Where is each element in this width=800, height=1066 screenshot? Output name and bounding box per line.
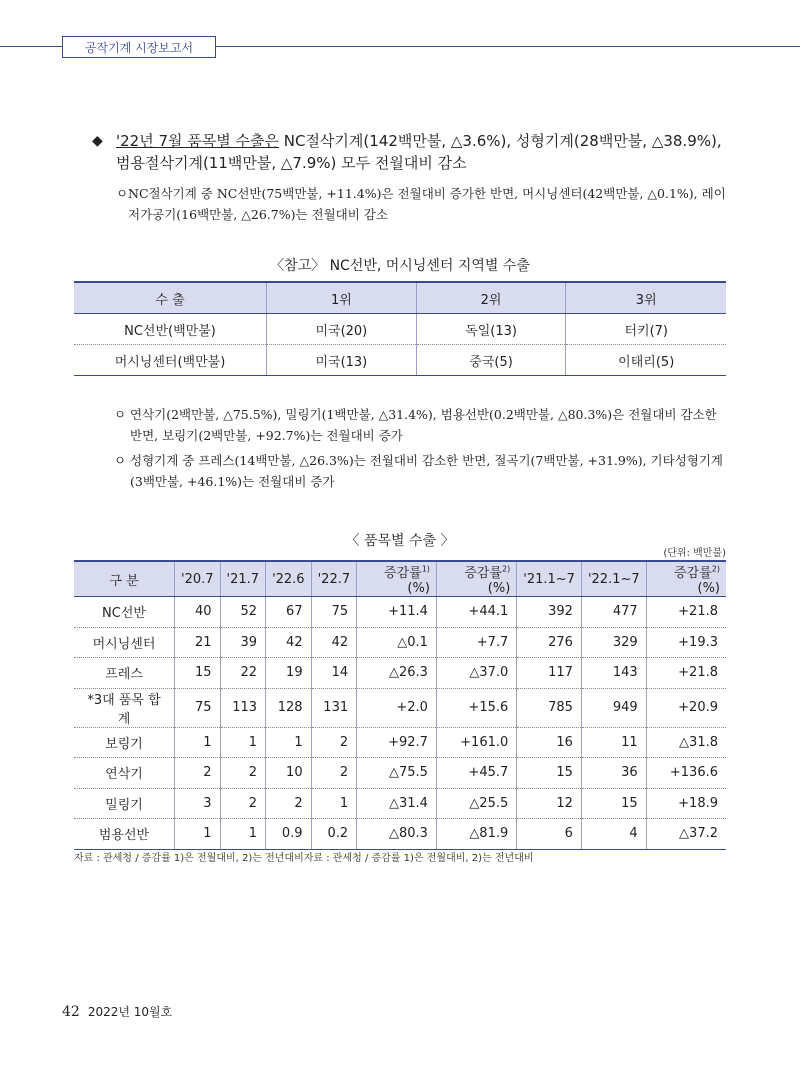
table-cell: 36 — [581, 758, 646, 789]
table-row — [74, 345, 726, 376]
table-cell: △25.5 — [436, 788, 516, 819]
table-cell: 2 — [266, 788, 312, 819]
table-cell: △37.0 — [436, 658, 516, 689]
sub-paragraph-3 — [114, 450, 728, 492]
table-cell: 785 — [517, 688, 582, 727]
table-cell: 1 — [266, 727, 312, 758]
table-cell: +2.0 — [357, 688, 437, 727]
header-sup: 2) — [502, 564, 511, 574]
table-header-cell: 구 분 — [74, 561, 175, 597]
table-row — [74, 658, 726, 689]
running-header: 공작기계 시장보고서 — [62, 36, 216, 58]
table-cell: 1 — [311, 788, 357, 819]
header-text: 증감률 — [674, 566, 712, 581]
table-cell: 10 — [266, 758, 312, 789]
table-cell: 1 — [220, 727, 266, 758]
table-header-cell — [357, 561, 437, 597]
table-cell: +21.8 — [646, 658, 726, 689]
table-cell: 이태리(5) — [566, 345, 726, 376]
table-cell: 949 — [581, 688, 646, 727]
row-label-cell: *3대 품목 합계 — [74, 688, 175, 727]
row-label-cell: 보링기 — [74, 727, 175, 758]
page-footer — [62, 1003, 172, 1020]
issue-label: 2022년 10월호 — [87, 1005, 173, 1019]
table-cell: +161.0 — [436, 727, 516, 758]
table-cell: 중국(5) — [416, 345, 566, 376]
row-label-cell: NC선반 — [74, 597, 175, 628]
table-cell: △80.3 — [357, 819, 437, 850]
table-cell: △0.1 — [357, 627, 437, 658]
table-cell: 15 — [581, 788, 646, 819]
sub-paragraph-1 — [118, 183, 728, 225]
circle-bullet-icon: ㅇ — [116, 186, 129, 201]
table2-caption: 〈 품목별 수출 〉 — [345, 533, 455, 549]
table-row — [74, 314, 726, 345]
table-cell: 52 — [220, 597, 266, 628]
table-cell: 4 — [581, 819, 646, 850]
table-cell: 15 — [517, 758, 582, 789]
table-header-cell: '22.6 — [266, 561, 312, 597]
table-cell: 2 — [311, 727, 357, 758]
header-unit: (%) — [487, 581, 511, 596]
table-cell: 3 — [175, 788, 221, 819]
table-header-cell: 1위 — [267, 282, 417, 314]
table-cell: +18.9 — [646, 788, 726, 819]
circle-bullet-icon: ㅇ — [114, 407, 127, 422]
circle-bullet-icon: ㅇ — [114, 453, 127, 468]
table-header-cell — [646, 561, 726, 597]
table-cell: △81.9 — [436, 819, 516, 850]
table-header-cell: '20.7 — [175, 561, 221, 597]
table-row — [74, 597, 726, 628]
table-header-row — [74, 282, 726, 314]
header-sup: 2) — [711, 564, 720, 574]
row-label-cell: 프레스 — [74, 658, 175, 689]
sub-text-1: NC절삭기계 중 NC선반(75백만불, +11.4%)은 전월대비 증가한 반면, 머시닝센터(42백만불, △0.1%), 레이저가공기(16백만불, △26.7%)는 전월대비 감소 — [128, 186, 726, 222]
table-header-cell: 수 출 — [74, 282, 267, 314]
source-note: 자료 : 관세청 / 증감률 1)은 전월대비, 2)는 전년대비자료 : 관세청 / 증감률 1)은 전월대비, 2)는 전년대비 — [74, 853, 534, 864]
table-cell: 128 — [266, 688, 312, 727]
table-cell: △26.3 — [357, 658, 437, 689]
table-cell: +45.7 — [436, 758, 516, 789]
table-cell: 67 — [266, 597, 312, 628]
diamond-bullet-icon: ◆ — [92, 133, 103, 149]
table-cell: +20.9 — [646, 688, 726, 727]
table-cell: +44.1 — [436, 597, 516, 628]
regional-export-table — [74, 281, 726, 376]
table-cell: 113 — [220, 688, 266, 727]
table-cell: +11.4 — [357, 597, 437, 628]
table-cell: 2 — [220, 758, 266, 789]
product-export-table — [74, 560, 726, 850]
page-number: 42 — [62, 1004, 80, 1020]
table-cell: 14 — [311, 658, 357, 689]
table-cell: △75.5 — [357, 758, 437, 789]
table-row — [74, 627, 726, 658]
table-cell: 미국(20) — [267, 314, 417, 345]
sub-text-2: 연삭기(2백만불, △75.5%), 밀링기(1백만불, △31.4%), 범용선반(0.2백만불, △80.3%)은 전월대비 감소한 반면, 보링기(2백만불, +92.7%)는 전월대비 증가 — [130, 407, 717, 443]
table-cell: 2 — [175, 758, 221, 789]
table-header-cell: '22.7 — [311, 561, 357, 597]
table-header-cell: '21.1~7 — [517, 561, 582, 597]
sub-paragraph-2 — [114, 404, 728, 446]
lead-paragraph — [92, 130, 732, 174]
row-label-cell: 밀링기 — [74, 788, 175, 819]
table-cell: 11 — [581, 727, 646, 758]
table-cell: +19.3 — [646, 627, 726, 658]
table-cell: 143 — [581, 658, 646, 689]
table-cell: 터키(7) — [566, 314, 726, 345]
header-unit: (%) — [697, 581, 720, 596]
table-row — [74, 688, 726, 727]
table-cell: 75 — [175, 688, 221, 727]
table-row — [74, 727, 726, 758]
table-cell: 12 — [517, 788, 582, 819]
table-cell: 2 — [311, 758, 357, 789]
table-cell: 22 — [220, 658, 266, 689]
table1-caption: 〈참고〉 NC선반, 머시닝센터 지역별 수출 — [270, 258, 530, 274]
table-header-cell: 2위 — [416, 282, 566, 314]
table-cell: 16 — [517, 727, 582, 758]
table-cell: 0.2 — [311, 819, 357, 850]
row-label-cell: 머시닝센터 — [74, 627, 175, 658]
table-cell: △31.8 — [646, 727, 726, 758]
lead-underlined: '22년 7월 품목별 수출은 — [116, 132, 279, 150]
table-cell: +7.7 — [436, 627, 516, 658]
header-text: 증감률 — [464, 566, 503, 581]
table-row — [74, 758, 726, 789]
table-cell: 75 — [311, 597, 357, 628]
table-header-cell: 3위 — [566, 282, 726, 314]
header-text: 증감률 — [384, 566, 422, 581]
table-cell: 1 — [220, 819, 266, 850]
table-cell: +21.8 — [646, 597, 726, 628]
table-cell: +136.6 — [646, 758, 726, 789]
table-cell: 392 — [517, 597, 582, 628]
row-label-cell: NC선반(백만불) — [74, 314, 267, 345]
table-cell: +15.6 — [436, 688, 516, 727]
table-row — [74, 788, 726, 819]
header-sup: 1) — [421, 564, 430, 574]
table-header-cell: '22.1~7 — [581, 561, 646, 597]
row-label-cell: 머시닝센터(백만불) — [74, 345, 267, 376]
table-row — [74, 819, 726, 850]
table-cell: 독일(13) — [416, 314, 566, 345]
table-cell: 117 — [517, 658, 582, 689]
table-cell: △37.2 — [646, 819, 726, 850]
table-cell: 19 — [266, 658, 312, 689]
header-unit: (%) — [407, 581, 430, 596]
table-cell: △31.4 — [357, 788, 437, 819]
table-header-row — [74, 561, 726, 597]
table-cell: 40 — [175, 597, 221, 628]
table-cell: 131 — [311, 688, 357, 727]
table-cell: 42 — [266, 627, 312, 658]
table-cell: 276 — [517, 627, 582, 658]
table-cell: 2 — [220, 788, 266, 819]
table-cell: +92.7 — [357, 727, 437, 758]
table-cell: 329 — [581, 627, 646, 658]
table-header-cell: '21.7 — [220, 561, 266, 597]
row-label-cell: 범용선반 — [74, 819, 175, 850]
sub-text-3: 성형기계 중 프레스(14백만불, △26.3%)는 전월대비 감소한 반면, 절곡기(7백만불, +31.9%), 기타성형기계(3백만불, +46.1%)는 전월대비 증가 — [130, 453, 724, 489]
row-label-cell: 연삭기 — [74, 758, 175, 789]
table-header-cell — [436, 561, 516, 597]
table-cell: 477 — [581, 597, 646, 628]
unit-note: (단위: 백만불) — [663, 548, 726, 559]
table-cell: 6 — [517, 819, 582, 850]
table-cell: 42 — [311, 627, 357, 658]
table-cell: 0.9 — [266, 819, 312, 850]
lead-rest: NC절삭기계(142백만불, △3.6%), 성형기계(28백만불, △38.9%), 범용절삭기계(11백만불, △7.9%) 모두 전월대비 감소 — [116, 132, 722, 172]
table-cell: 21 — [175, 627, 221, 658]
table-cell: 39 — [220, 627, 266, 658]
table-cell: 미국(13) — [267, 345, 417, 376]
table-cell: 1 — [175, 727, 221, 758]
table-cell: 15 — [175, 658, 221, 689]
table-cell: 1 — [175, 819, 221, 850]
